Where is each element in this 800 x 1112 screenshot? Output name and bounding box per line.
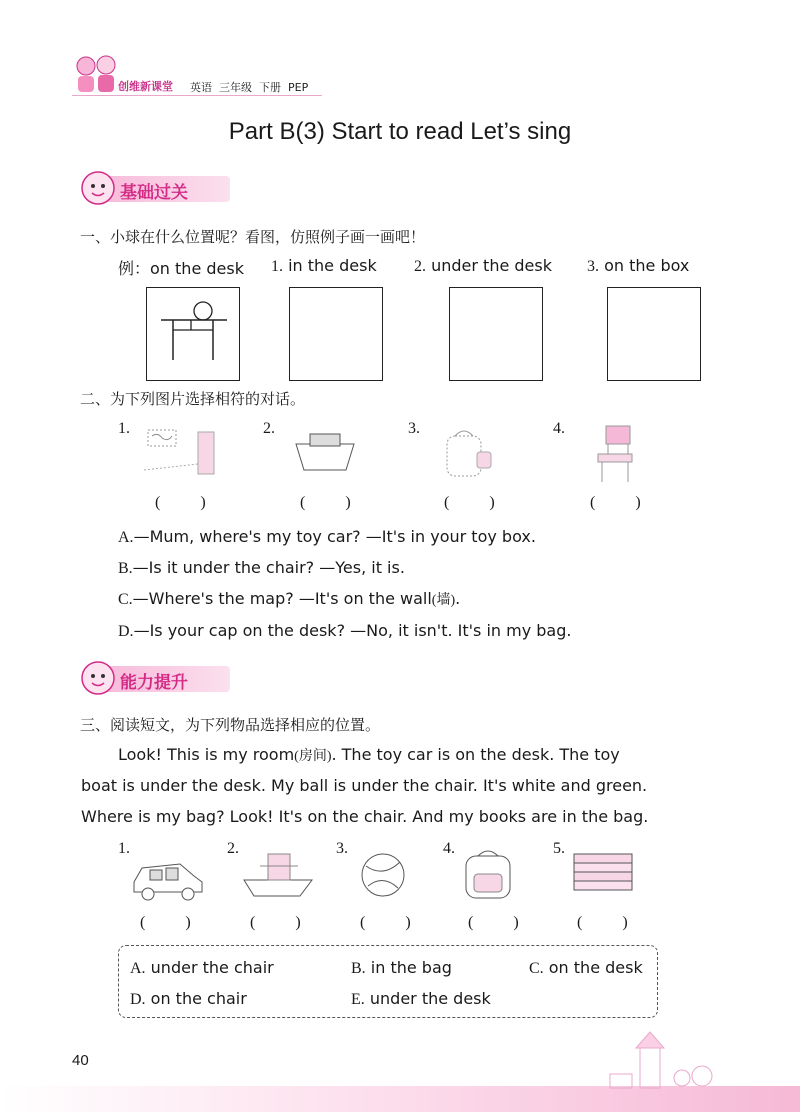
q1-item-text: on the box [604,256,690,275]
option-letter: D. [130,991,146,1008]
option-text: on the chair [150,989,247,1008]
header-grade: 三年级 [219,81,252,94]
q1-item-text: in the desk [288,256,377,275]
toy-box-icon [290,428,360,476]
map-on-wall-icon [140,424,220,480]
option-note: (墙) [431,593,456,608]
option-text: under the desk [369,989,491,1008]
q3-option-b [351,958,452,978]
q3-item-num: 1. [118,840,130,857]
header-volume: 下册 [259,81,281,94]
q3-option-a [130,958,274,978]
passage-line-3: Where is my bag? Look! It's on the chair. And my books are in the bag. [81,807,649,826]
q2-picture-num: 1. [118,420,130,437]
option-text: in the bag [370,958,452,977]
q3-item-num: 3. [336,840,348,857]
header-divider [72,95,322,96]
question-3-prompt: 三、阅读短文，为下列物品选择相应的位置。 [80,716,381,734]
q2-option-d [118,621,571,641]
section-badge-advanced-label: 能力提升 [120,673,188,693]
q3-item-num: 5. [553,840,565,857]
answer-blank[interactable]: ( ) [577,914,646,931]
q3-option-c [529,958,643,978]
page-number: 40 [72,1052,89,1069]
answer-blank[interactable]: ( ) [444,494,513,511]
passage-line-2: boat is under the desk. My ball is under the chair. It's white and green. [81,776,648,795]
q3-item-num: 4. [443,840,455,857]
header-subject: 英语 [190,81,212,94]
q2-picture-num: 3. [408,420,420,437]
q1-item-2 [414,256,552,276]
q1-item-text: on the desk [150,259,244,278]
header-brand: 创维新课堂 [118,80,173,93]
passage-line-1 [118,745,620,765]
castle-decoration-icon [590,1030,720,1090]
ball-icon [358,850,408,900]
desk-ball-example-icon [147,288,241,382]
header-edition: PEP [288,81,309,94]
option-letter: A. [130,960,146,977]
option-letter: C. [529,960,544,977]
answer-blank[interactable]: ( ) [155,494,224,511]
option-text: —Where's the map? —It's on the wall [132,589,432,608]
schoolbag-icon [437,422,499,484]
books-icon [570,848,636,898]
section-badge-basic-label: 基础过关 [120,183,188,203]
answer-blank[interactable]: ( ) [468,914,537,931]
passage-note: (房间) [294,749,332,764]
q2-option-b [118,558,405,578]
q2-option-c [118,589,460,609]
question-1-prompt: 一、小球在什么位置呢？看图，仿照例子画一画吧！ [80,228,426,246]
option-letter: B. [118,560,133,577]
option-text: under the chair [150,958,274,977]
option-letter: B. [351,960,366,977]
drawing-box-2[interactable] [449,287,543,381]
answer-blank[interactable]: ( ) [300,494,369,511]
q3-option-d [130,989,247,1009]
q3-item-num: 2. [227,840,239,857]
drawing-box-1[interactable] [289,287,383,381]
q1-item-example [118,256,244,279]
q1-item-num: 3. [587,258,599,275]
boy-mascot-icon [80,660,116,696]
page-title: Part B(3) Start to read Let’s sing [228,118,572,145]
option-text: on the desk [548,958,643,977]
bag-icon [458,844,520,902]
toy-car-icon [128,852,208,902]
kids-logo-icon [72,52,124,98]
answer-blank[interactable]: ( ) [140,914,209,931]
q1-item-num: 1. [271,258,283,275]
drawing-box-example [146,287,240,381]
answer-blank[interactable]: ( ) [250,914,319,931]
option-text: —Mum, where's my toy car? —It's in your toy box. [133,527,536,546]
q2-option-a [118,527,536,547]
drawing-box-3[interactable] [607,287,701,381]
option-letter: C. [118,591,133,608]
option-letter: D. [118,623,134,640]
q1-item-1 [271,256,377,276]
q1-item-text: under the desk [431,256,552,275]
option-letter: A. [118,529,134,546]
chair-icon [592,422,640,486]
q1-item-num: 2. [414,258,426,275]
answer-blank[interactable]: ( ) [590,494,659,511]
question-2-prompt: 二、为下列图片选择相符的对话。 [80,390,306,408]
q2-picture-num: 2. [263,420,275,437]
passage-text: Look! This is my room [118,745,295,764]
answer-blank[interactable]: ( ) [360,914,429,931]
q3-option-e [351,989,491,1009]
passage-text: . The toy car is on the desk. The toy [331,745,620,764]
girl-mascot-icon [80,170,116,206]
toy-boat-icon [238,846,318,902]
option-end: . [455,589,461,608]
option-letter: E. [351,991,365,1008]
q1-item-num: 例： [118,259,151,278]
q1-item-3 [587,256,689,276]
option-text: —Is your cap on the desk? —No, it isn't. It's in my bag. [133,621,572,640]
header-info [190,79,308,95]
q2-picture-num: 4. [553,420,565,437]
option-text: —Is it under the chair? —Yes, it is. [132,558,405,577]
